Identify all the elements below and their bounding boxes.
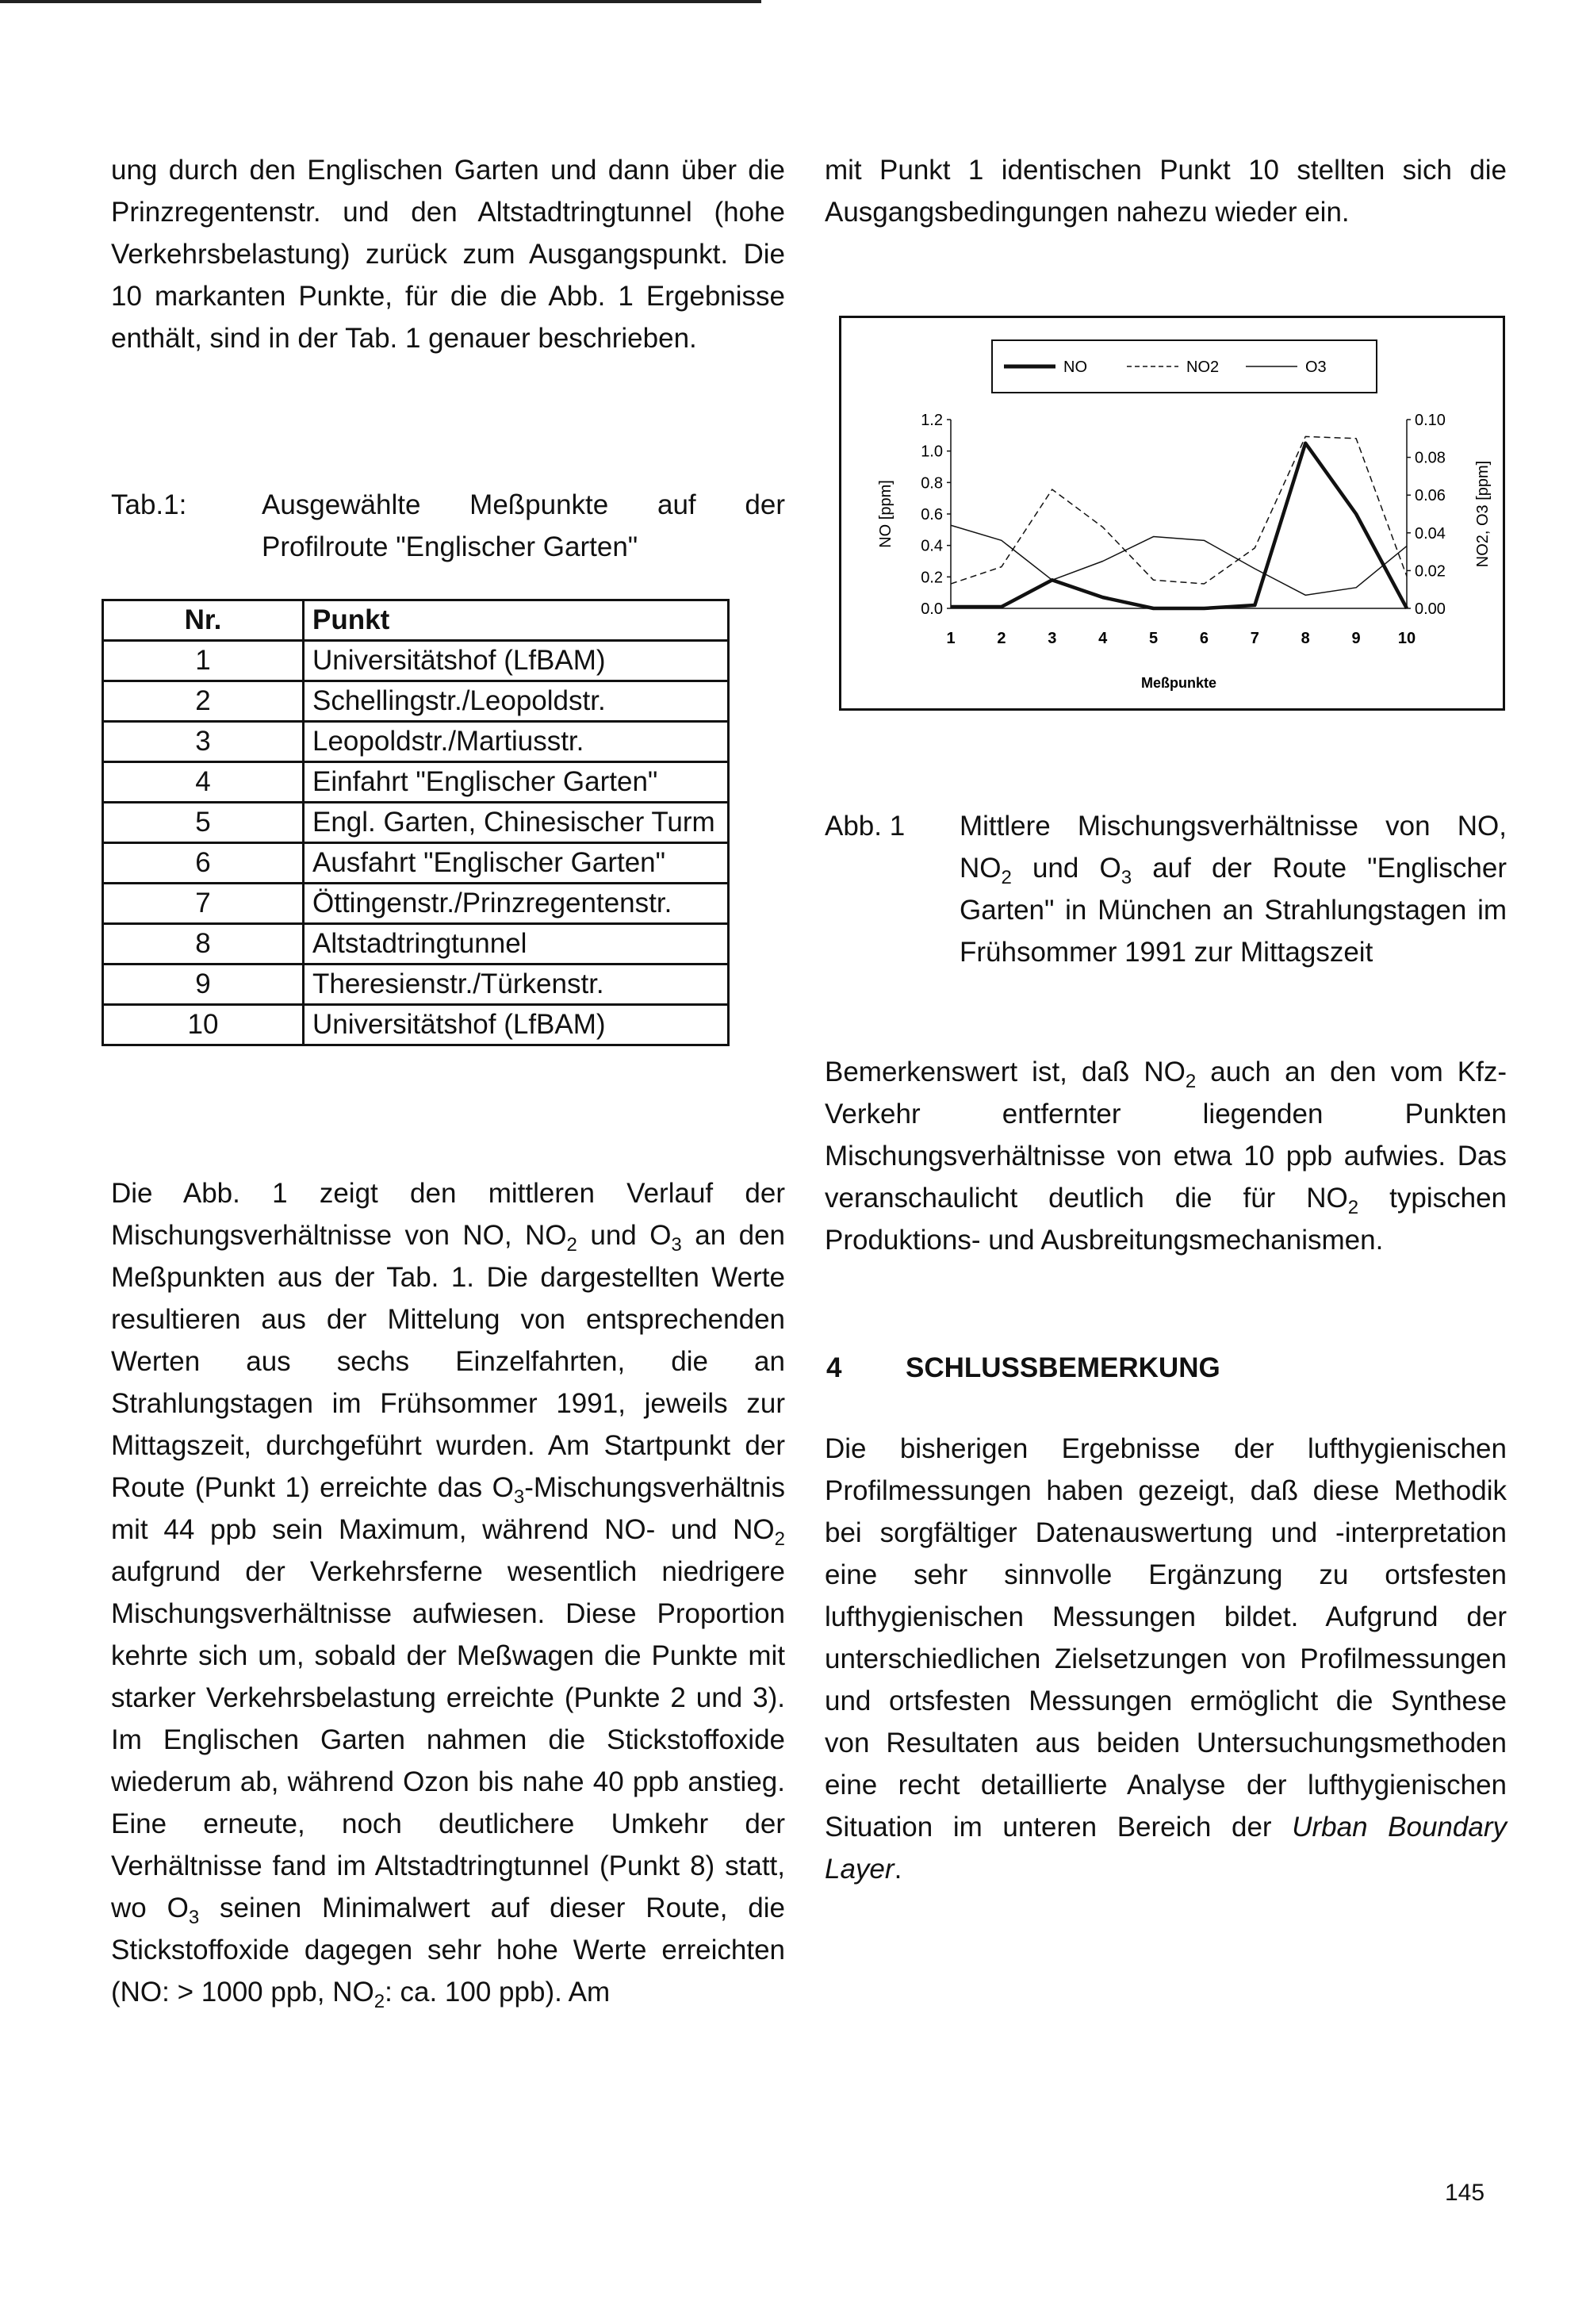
y2-tick-label: 0.08 bbox=[1415, 449, 1446, 467]
y-tick-label: 1.0 bbox=[921, 443, 943, 461]
section-number: 4 bbox=[826, 1352, 842, 1383]
table-caption bbox=[111, 484, 785, 568]
y2-tick-label: 0.00 bbox=[1415, 600, 1446, 618]
x-tick-label: 8 bbox=[1301, 630, 1310, 647]
y-tick-label: 1.2 bbox=[921, 412, 943, 429]
table-row: 9 Theresienstr./Türkenstr. bbox=[103, 964, 729, 1005]
y-tick-label: 0.2 bbox=[921, 569, 943, 587]
table-row: 1 Universitätshof (LfBAM) bbox=[103, 641, 729, 681]
no2-paragraph: Bemerkenswert ist, daß $NO_2$ auch an den vom Kfz-Verkehr entfernter liegenden Punkten Mischungsverhältnisse von etwa 10 ppb aufwies. Das veranschaulicht deutlich die für $NO_2$ typischen Produktions- und Ausbreitungsmechanismen. bbox=[825, 1057, 1507, 1256]
header-punkt: Punkt bbox=[304, 600, 729, 641]
y-tick-label: 0.8 bbox=[921, 474, 943, 493]
table-row: 7 Öttingenstr./Prinzregentenstr. bbox=[103, 884, 729, 924]
section-heading bbox=[826, 1352, 1220, 1384]
results-paragraph: Die Abb. 1 zeigt den mittleren Verlauf der Mischungsverhältnisse von NO, $NO_2$ und $O_3$ an den Meßpunkten aus der Tab. 1. Die dargestellten Werte resultieren aus der Mittelung von entsprechenden Werten aus sechs Einzelfahrten, die an Strahlungstagen im Frühsommer 1991, jeweils zur Mittagszeit, durchgeführt wurden. Am Startpunkt der Route (Punkt 1) erreichte das $O_3$-Mischungsverhältnis mit 44 ppb sein Maximum, während NO- und $NO_2$ aufgrund der Verkehrsferne wesentlich niedrigere Mischungsverhältnisse aufwiesen. Diese Proportion kehrte sich um, sobald der Meßwagen die Punkte mit starker Verkehrsbelastung erreichte (Punkte 2 und 3). Im Englischen Garten nahmen die Stickstoffoxide wiederum ab, während Ozon bis nahe 40 ppb anstieg. Eine erneute, noch deutlichere Umkehr der Verhältnisse fand im Altstadtringtunnel (Punkt 8) statt, wo $O_3$ seinen Minimalwert auf dieser Route, die Stickstoffoxide dagegen sehr hohe Werte erreichten (NO: > 1000 ppb, $NO_2$: ca. 100 ppb). Am bbox=[111, 1178, 785, 2012]
x-tick-label: 1 bbox=[946, 630, 956, 647]
x-tick-label: 7 bbox=[1250, 630, 1259, 647]
table-row: 4 Einfahrt "Englischer Garten" bbox=[103, 762, 729, 803]
y-tick-label: 0.4 bbox=[921, 537, 943, 555]
table-caption-text: Ausgewählte Meßpunkte auf der Profilroute "Englischer Garten" bbox=[262, 489, 785, 562]
table-row: 2 Schellingstr./Leopoldstr. bbox=[103, 681, 729, 722]
table-row: 10 Universitätshof (LfBAM) bbox=[103, 1005, 729, 1045]
header-nr: Nr. bbox=[103, 600, 304, 641]
y2-axis-title: NO2, O3 [ppm] bbox=[1474, 460, 1492, 568]
table-row: 8 Altstadtringtunnel bbox=[103, 924, 729, 964]
line-chart bbox=[841, 318, 1503, 708]
y-tick-label: 0.6 bbox=[921, 506, 943, 523]
figure-caption-label: Abb. 1 bbox=[825, 811, 906, 842]
conclusion-paragraph: Die bisherigen Ergebnisse der lufthygienischen Profilmessungen haben gezeigt, daß diese Methodik bei sorgfältiger Datenauswertung und -interpretation eine sehr sinnvolle Ergänzung zu ortsfesten lufthygienischen Messungen bildet. Aufgrund der unterschiedlichen Zielsetzungen von Profilmessungen und ortsfesten Messungen ermöglicht die Synthese von Resultaten aus beiden Untersuchungsmethoden eine recht detaillierte Analyse der lufthygienischen Situation im unteren Bereich der Urban Boundary Layer. bbox=[825, 1433, 1507, 1885]
x-tick-label: 5 bbox=[1148, 630, 1159, 647]
x-tick-label: 3 bbox=[1048, 630, 1057, 647]
table-header-row bbox=[103, 600, 729, 641]
legend-label: O3 bbox=[1305, 359, 1327, 376]
y-tick-label: 0.0 bbox=[921, 600, 943, 618]
table-row: 5 Engl. Garten, Chinesischer Turm bbox=[103, 803, 729, 843]
x-axis-title: Meßpunkte bbox=[1140, 675, 1217, 691]
figure-caption bbox=[825, 805, 1507, 973]
table-row: 3 Leopoldstr./Martiusstr. bbox=[103, 722, 729, 762]
series-o3-line bbox=[951, 525, 1407, 595]
page-number: 145 bbox=[1445, 2180, 1485, 2206]
legend-label: NO bbox=[1063, 359, 1087, 376]
measurement-points-table bbox=[102, 599, 730, 1046]
table-caption-label: Tab.1: bbox=[111, 489, 187, 520]
figure-caption-text: Mittlere Mischungsverhältnisse von NO, $NO_2$ und $O_3$ auf der Route "Englischer Garten" in München an Strahlungstagen im Frühsommer 1991 zur Mittagszeit bbox=[960, 811, 1507, 968]
y2-tick-label: 0.10 bbox=[1415, 412, 1446, 429]
x-tick-label: 4 bbox=[1098, 630, 1108, 647]
y-axis-title: NO [ppm] bbox=[877, 480, 895, 548]
section-title: SCHLUSSBEMERKUNG bbox=[906, 1352, 1220, 1383]
series-no-line bbox=[951, 443, 1407, 608]
x-tick-label: 6 bbox=[1199, 630, 1209, 647]
series-no2-line bbox=[951, 436, 1407, 584]
scan-edge-artifact bbox=[0, 0, 761, 3]
figure-chart bbox=[839, 316, 1505, 711]
x-tick-label: 2 bbox=[997, 630, 1006, 647]
legend-label: NO2 bbox=[1186, 359, 1220, 376]
x-tick-label: 10 bbox=[1397, 630, 1416, 647]
x-tick-label: 9 bbox=[1351, 630, 1361, 647]
continuation-paragraph: mit Punkt 1 identischen Punkt 10 stellten sich die Ausgangsbedingungen nahezu wieder ein. bbox=[825, 155, 1507, 228]
y2-tick-label: 0.02 bbox=[1415, 562, 1446, 581]
y2-tick-label: 0.04 bbox=[1415, 524, 1446, 543]
y2-tick-label: 0.06 bbox=[1415, 487, 1446, 505]
table-row: 6 Ausfahrt "Englischer Garten" bbox=[103, 843, 729, 884]
intro-paragraph: ung durch den Englischen Garten und dann über die Prinzregentenstr. und den Altstadtringtunnel (hohe Verkehrsbelastung) zurück zum Ausgangspunkt. Die 10 markanten Punkte, für die die Abb. 1 Ergebnisse enthält, sind in der Tab. 1 genauer beschrieben. bbox=[111, 155, 785, 354]
